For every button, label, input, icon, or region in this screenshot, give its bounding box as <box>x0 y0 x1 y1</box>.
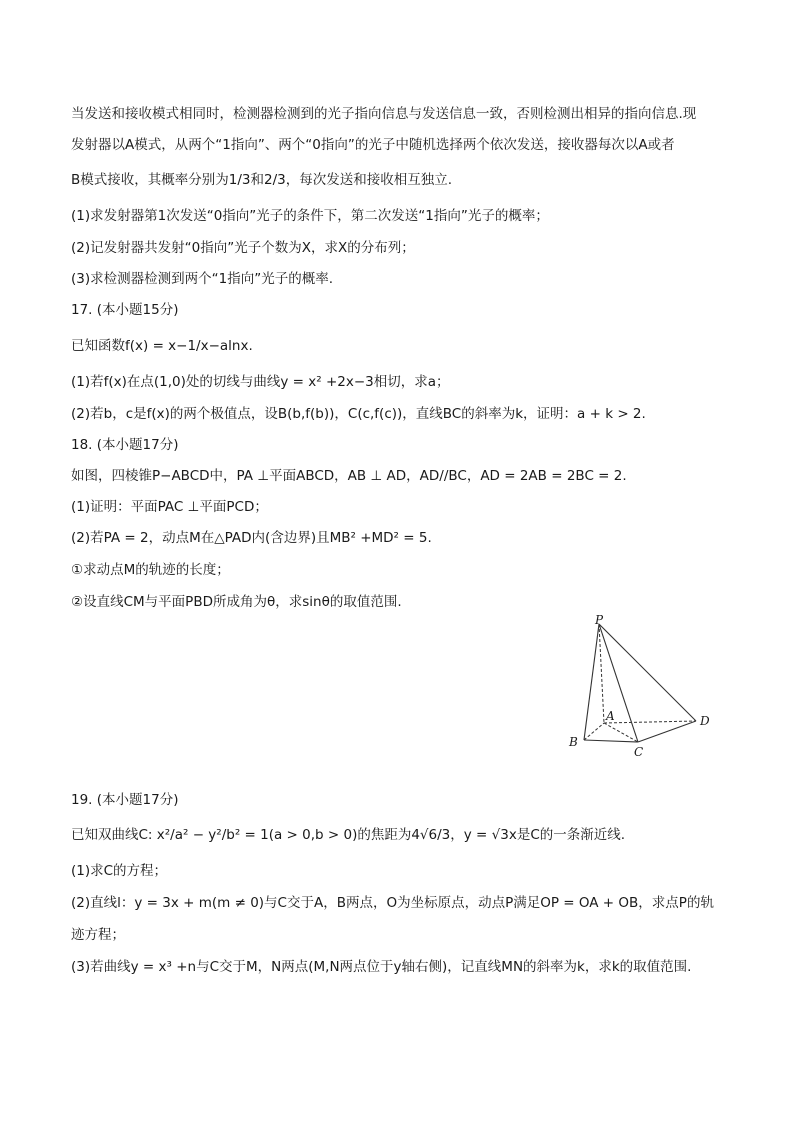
vertex-label-d: D <box>700 714 710 728</box>
p18-question-2: (2)若PA = 2，动点M在△PAD内(含边界)且MB² +MD² = 5. <box>71 530 432 546</box>
edge-pa-hidden <box>599 624 604 723</box>
vertex-label-c: C <box>634 745 644 759</box>
edge-ad-hidden <box>604 721 696 723</box>
p17-question-1: (1)若f(x)在点(1,0)处的切线与曲线y = x² +2x−3相切，求a； <box>71 374 450 390</box>
pyramid-figure <box>562 612 722 762</box>
edge-pd <box>599 624 696 721</box>
p16-text-line-2: 发射器以A模式，从两个“1指向”、两个“0指向”的光子中随机选择两个依次发送，接收器每次以A或者 <box>71 137 675 153</box>
p18-question-2b: ②设直线CM与平面PBD所成角为θ，求sinθ的取值范围. <box>71 594 402 610</box>
p19-question-2-cont: 迹方程； <box>71 927 125 943</box>
p18-stem: 如图，四棱锥P−ABCD中，PA ⊥平面ABCD，AB ⊥ AD，AD//BC，AD = 2AB = 2BC = 2. <box>71 468 627 484</box>
edge-cd <box>638 721 696 742</box>
p19-stem: 已知双曲线C: x²/a² − y²/b² = 1(a > 0,b > 0)的焦距为4√6/3，y = √3x是C的一条渐近线. <box>71 827 626 843</box>
p19-question-1: (1)求C的方程； <box>71 863 168 879</box>
pyramid-diagram <box>562 612 722 762</box>
p17-header: 17. (本小题15分) <box>71 302 179 318</box>
vertex-label-p: P <box>595 613 604 627</box>
p16-text-line-1: 当发送和接收模式相同时，检测器检测到的光子指向信息与发送信息一致，否则检测出相异的指向信息.现 <box>71 106 697 122</box>
p18-question-2a: ①求动点M的轨迹的长度； <box>71 562 230 578</box>
p18-header: 18. (本小题17分) <box>71 437 179 453</box>
edge-pb <box>584 624 599 740</box>
vertex-label-b: B <box>569 735 578 749</box>
p17-question-2: (2)若b，c是f(x)的两个极值点，设B(b,f(b))，C(c,f(c))，直线BC的斜率为k，证明：a + k > 2. <box>71 406 646 422</box>
p16-question-1: (1)求发射器第1次发送“0指向”光子的条件下，第二次发送“1指向”光子的概率； <box>71 208 549 224</box>
p19-question-2: (2)直线l：y = 3x + m(m ≠ 0)与C交于A，B两点，O为坐标原点，动点P满足OP = OA + OB，求点P的轨 <box>71 895 714 911</box>
p17-stem: 已知函数f(x) = x−1/x−alnx. <box>71 338 253 354</box>
p16-question-3: (3)求检测器检测到两个“1指向”光子的概率. <box>71 271 333 287</box>
p16-question-2: (2)记发射器共发射“0指向”光子个数为X，求X的分布列； <box>71 240 415 256</box>
edge-pc <box>599 624 638 742</box>
p19-question-3: (3)若曲线y = x³ +n与C交于M，N两点(M,N两点位于y轴右侧)，记直线MN的斜率为k，求k的取值范围. <box>71 959 692 975</box>
edge-bc <box>584 740 638 742</box>
vertex-label-a: A <box>606 709 615 723</box>
p16-text-line-3: B模式接收，其概率分别为1/3和2/3，每次发送和接收相互独立. <box>71 172 453 188</box>
edge-ba-hidden <box>584 723 604 740</box>
p19-header: 19. (本小题17分) <box>71 792 179 808</box>
p18-question-1: (1)证明：平面PAC ⊥平面PCD； <box>71 499 268 515</box>
